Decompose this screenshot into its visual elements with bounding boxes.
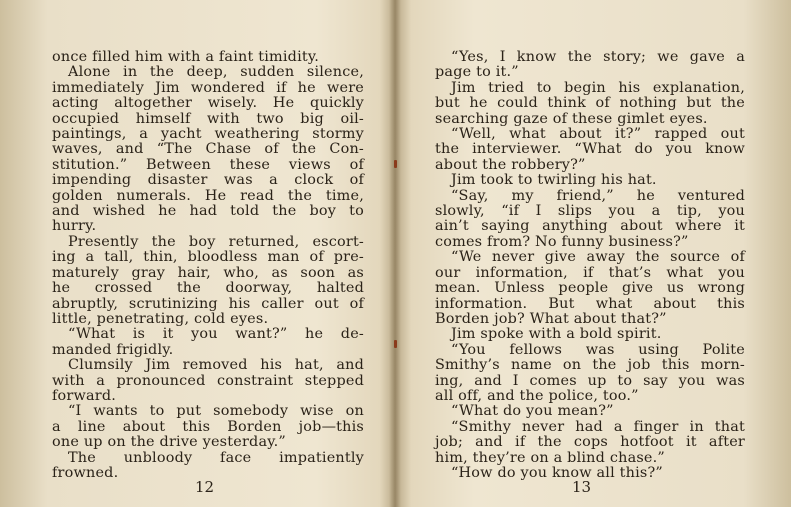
text-line: him, they’re on a blind chase.” (435, 449, 665, 466)
text-line: acting altogether wisely. He quickly (52, 95, 364, 112)
text-line: “What do you mean?” (451, 403, 614, 420)
text-line: frowned. (52, 464, 119, 481)
text-line: comes from? No funny business?” (435, 233, 689, 250)
text-line: Jim took to twirling his hat. (451, 172, 657, 189)
text-line: “Smithy never had a finger in that (451, 418, 745, 435)
text-line: ing a tall, thin, bloodless man of pre- (52, 249, 364, 266)
text-line: slowly, “if I slips you a tip, you (435, 203, 745, 220)
text-line: paintings, a yacht weathering stormy (52, 126, 364, 143)
left-page (0, 0, 395, 507)
text-line: “Say, my friend,” he ventured (451, 187, 745, 204)
text-line: our information, if that’s what you (435, 264, 745, 281)
text-line: he crossed the doorway, halted (52, 280, 364, 297)
text-line: “We never give away the source of (451, 249, 745, 266)
text-line: job; and if the cops hotfoot it after (435, 434, 745, 451)
text-line: hurry. (52, 218, 97, 235)
text-line: Borden job? What about that?” (435, 310, 667, 327)
text-line: ain’t saying anything about where it (435, 218, 745, 235)
text-line: one up on the drive yesterday.” (52, 434, 286, 451)
text-line: golden numerals. He read the time, (52, 187, 364, 204)
right-page (395, 0, 791, 507)
text-line: Alone in the deep, sudden silence, (68, 64, 364, 81)
text-line: “Well, what about it?” rapped out (451, 126, 745, 143)
text-line: immediately Jim wondered if he were (52, 79, 364, 96)
text-line: little, penetrating, cold eyes. (52, 310, 269, 327)
text-line: manded frigidly. (52, 341, 174, 358)
text-line: but he could think of nothing but the (435, 95, 745, 112)
text-line: “How do you know all this?” (451, 464, 663, 481)
text-line: once filled him with a faint timidity. (52, 49, 320, 65)
text-line: a line about this Borden job—this (52, 418, 364, 435)
text-line: The unbloody face impatiently (68, 449, 364, 466)
text-line: maturely gray hair, who, as soon as (52, 264, 364, 281)
text-line: Jim spoke with a bold spirit. (451, 326, 662, 343)
left-page-number: 12 (195, 478, 215, 496)
text-line: information. But what about this (435, 295, 745, 312)
text-line: ing, and I comes up to say you was (435, 372, 745, 389)
text-line: about the robbery?” (435, 156, 586, 173)
text-line: “What is it you want?” he de- (68, 326, 364, 343)
text-line: “You fellows was using Polite (451, 341, 745, 358)
right-page-text (435, 50, 745, 481)
text-line: “Yes, I know the story; we gave a (451, 49, 745, 65)
text-line: page to it.” (435, 64, 519, 81)
text-line: occupied himself with two big oil- (52, 110, 364, 127)
text-line: forward. (52, 387, 117, 404)
text-line: waves, and “The Chase of the Con- (52, 141, 364, 158)
right-page-number: 13 (572, 478, 592, 496)
text-line: stitution.” Between these views of (52, 156, 364, 173)
text-line: Presently the boy returned, escort- (68, 233, 364, 250)
text-line: “I wants to put somebody wise on (68, 403, 364, 420)
text-line: searching gaze of these gimlet eyes. (435, 110, 708, 127)
text-line: and wished he had told the boy to (52, 203, 364, 220)
text-line: all off, and the police, too.” (435, 387, 639, 404)
text-line: abruptly, scrutinizing his caller out of (52, 295, 364, 312)
text-line: Smithy’s name on the job this morn- (435, 357, 745, 374)
text-line: the interviewer. “What do you know (435, 141, 745, 158)
text-line: impending disaster was a clock of (52, 172, 364, 189)
left-page-text (52, 50, 364, 481)
text-line: Jim tried to begin his explanation, (451, 79, 745, 96)
text-line: Clumsily Jim removed his hat, and (68, 357, 364, 374)
text-line: mean. Unless people give us wrong (435, 280, 745, 297)
text-line: with a pronounced constraint stepped (52, 372, 364, 389)
